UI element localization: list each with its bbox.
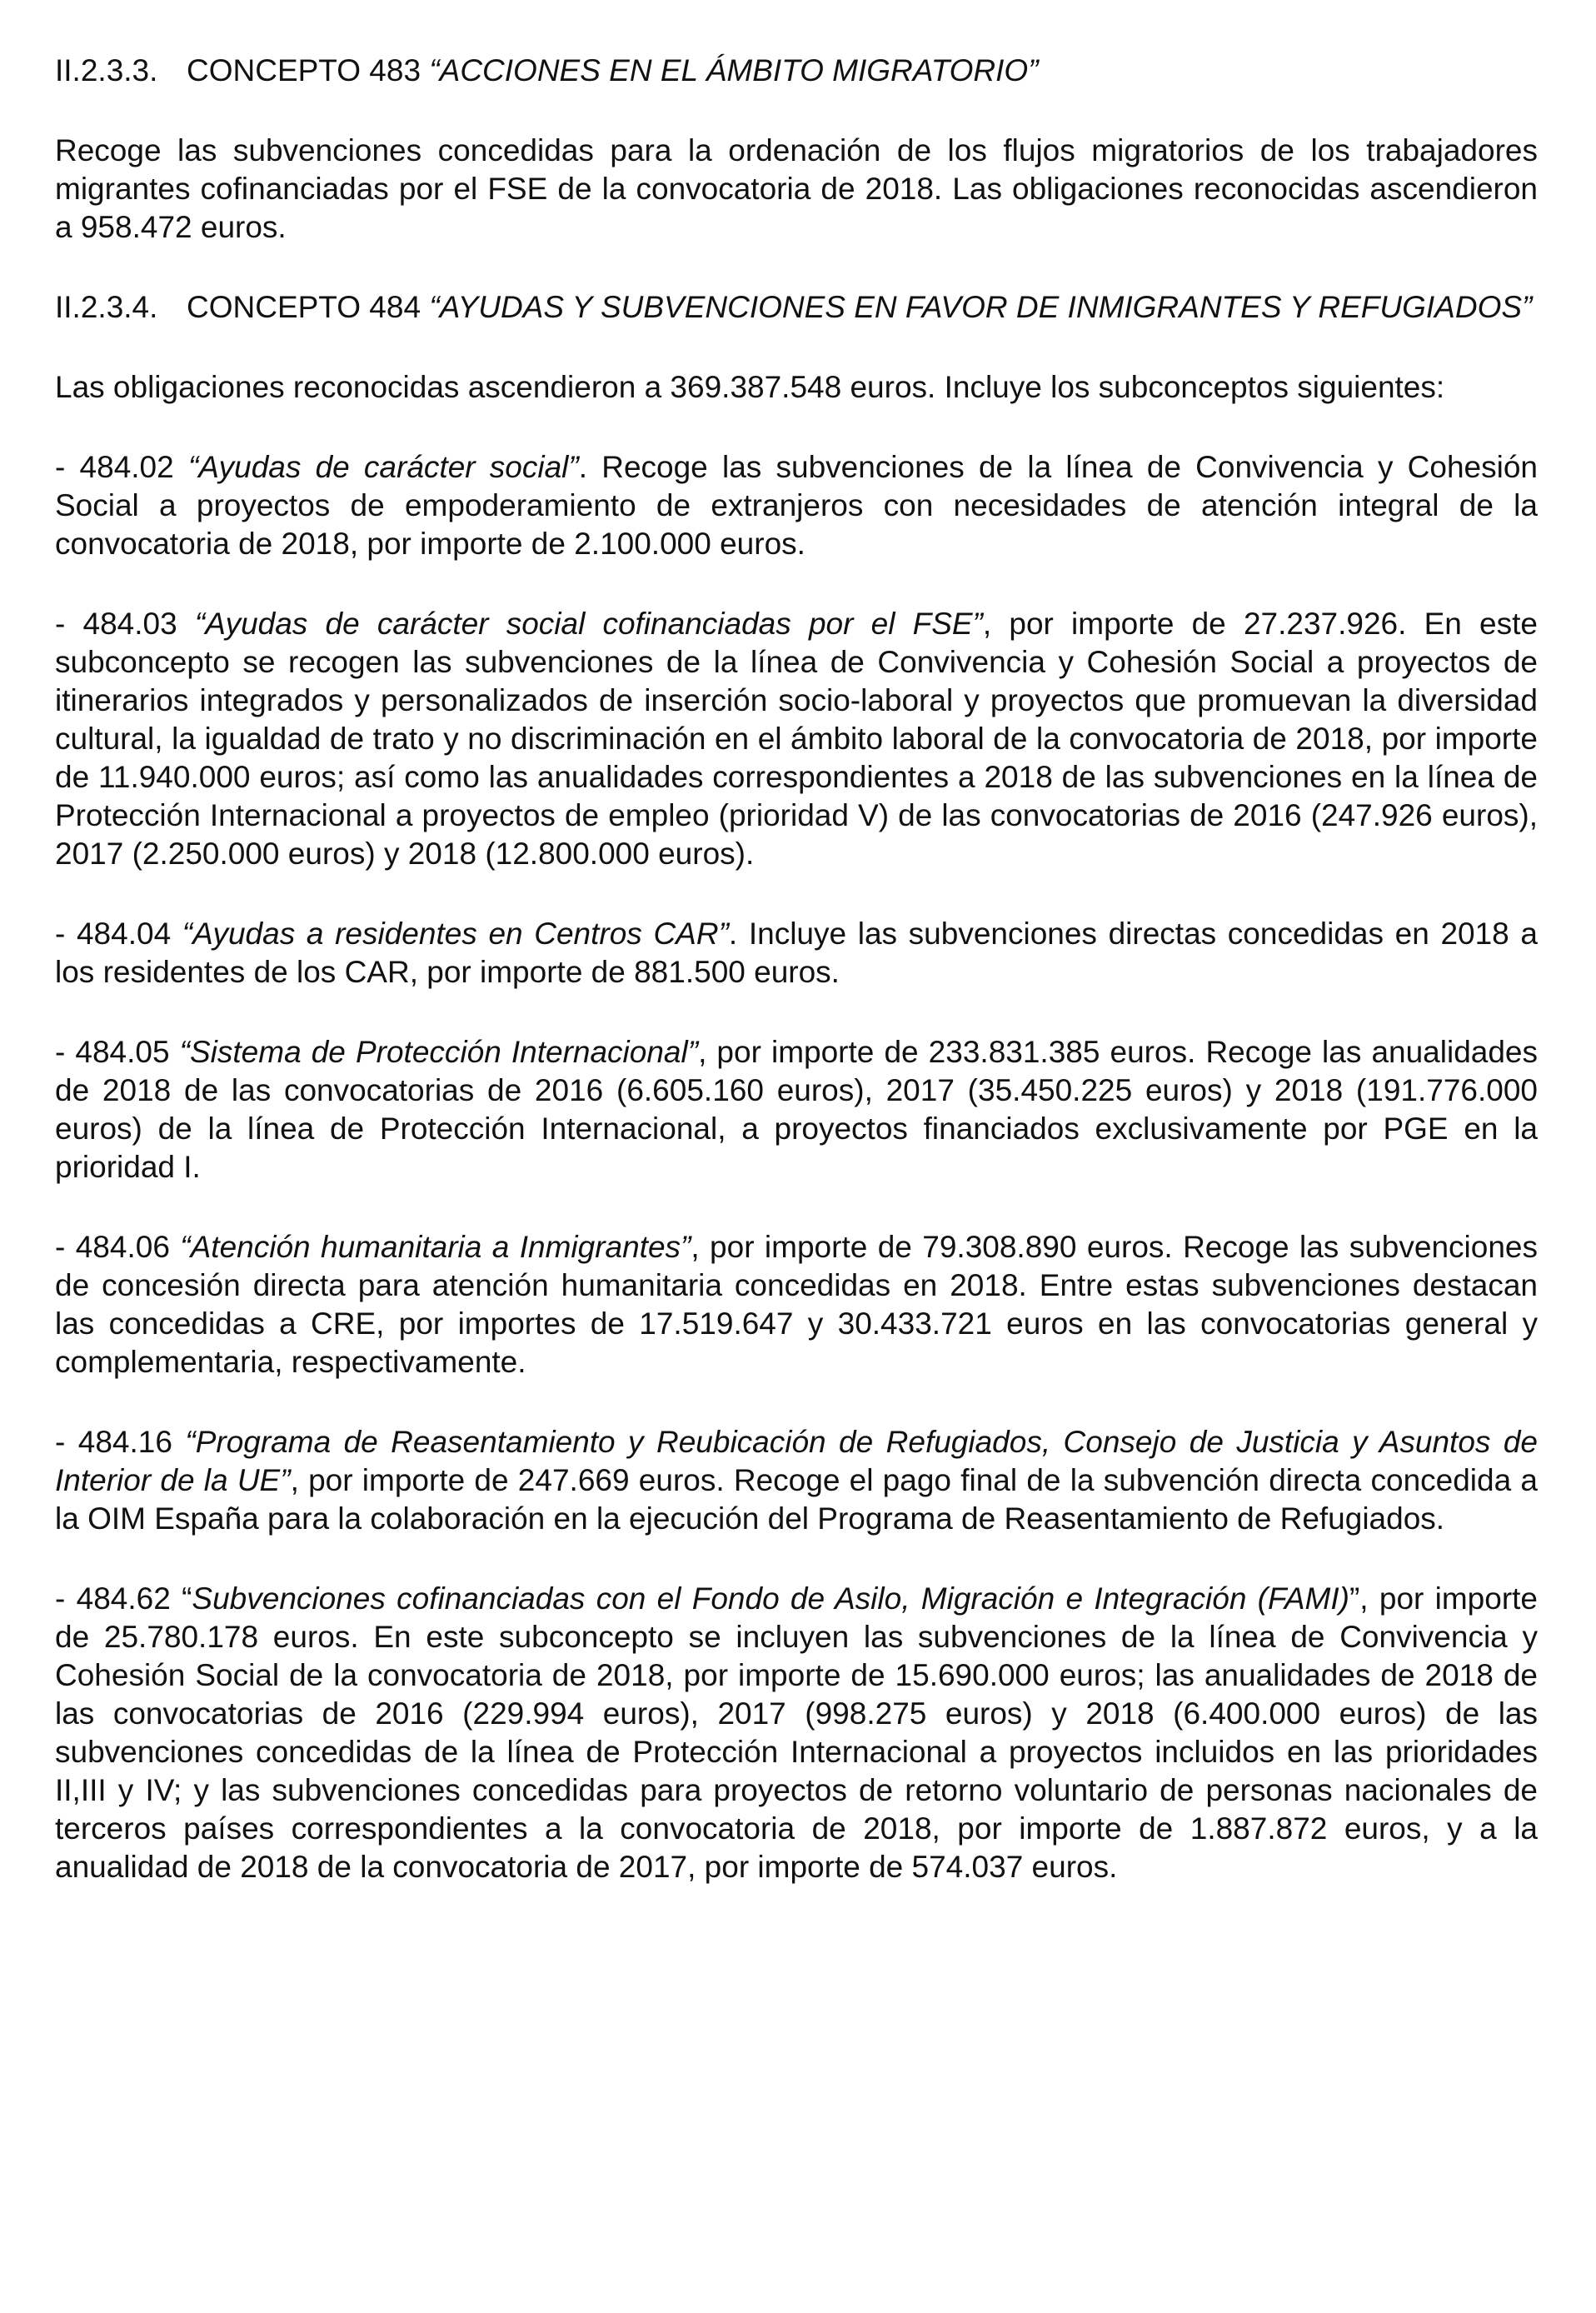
subconcept-title: “Atención humanitaria a Inmigrantes” [180,1230,691,1264]
subconcept-paragraph [55,1580,1538,1886]
section-title-italic: “ACCIONES EN EL ÁMBITO MIGRATORIO” [429,53,1039,87]
subconcept-paragraph [55,915,1538,992]
section-heading [55,288,1538,327]
subconcept-title: “Sistema de Protección Internacional” [179,1035,699,1069]
subconcept-code: - 484.02 [55,450,188,484]
subconcept-paragraph [55,1228,1538,1381]
subconcept-text: , por importe de 233.831.385 euros. Recoge las anualidades de 2018 de las convocatorias de 2016 (6.605.160 euros), 2017 (35.450.225 euros) y 2018 (191.776.000 euros) de la línea de Protección Internacional, a proyectos financiados exclusivamente por PGE en la prioridad I. [55,1035,1539,1184]
section-heading [55,52,1538,90]
subconcept-code: - 484.03 [55,607,195,641]
subconcept-paragraph [55,605,1538,873]
subconcept-text: ”, por importe de 25.780.178 euros. En este subconcepto se incluyen las subvenciones de la línea de Convivencia y Cohesión Social de la convocatoria de 2018, por importe de 15.690.000 euros; las anualidades de 2018 de las convocatorias de 2016 (229.994 euros), 2017 (998.275 euros) y 2018 (6.400.000 euros) de las subvenciones concedidas de la línea de Protección Internacional a proyectos incluidos en las prioridades II,III y IV; y las subvenciones concedidas para proyectos de retorno voluntario de personas nacionales de terceros países correspondientes a la convocatoria de 2018, por importe de 1.887.872 euros, y a la anualidad de 2018 de la convocatoria de 2017, por importe de 574.037 euros. [55,1581,1539,1884]
subconcept-title: “Programa de Reasentamiento y Reubicación de Refugiados, Consejo de Justicia y Asuntos de Interior de la UE” [55,1425,1538,1497]
section-paragraph: Las obligaciones reconocidas ascendieron a 369.387.548 euros. Incluye los subconceptos siguientes: [55,370,1445,404]
subconcept-code: - 484.04 [55,917,182,951]
subconcept-title: “Ayudas de carácter social cofinanciadas por el FSE” [194,607,983,641]
section-title-italic: “AYUDAS Y SUBVENCIONES EN FAVOR DE INMIGRANTES Y REFUGIADOS” [429,290,1533,324]
section-title-prefix: CONCEPTO 484 [187,290,430,324]
section-paragraph: Recoge las subvenciones concedidas para la ordenación de los flujos migratorios de los trabajadores migrantes cofinanciadas por el FSE de la convocatoria de 2018. Las obligaciones reconocidas ascendieron a 958.472 euros. [55,133,1538,244]
subconcept-title: Subvenciones cofinanciadas con el Fondo de Asilo, Migración e Integración (FAMI) [192,1581,1349,1616]
section-title-prefix: CONCEPTO 483 [187,53,430,87]
subconcept-text: . Incluye las subvenciones directas concedidas en 2018 a los residentes de los CAR, por importe de 881.500 euros. [55,917,1538,989]
subconcept-text: . Recoge las subvenciones de la línea de Convivencia y Cohesión Social a proyectos de empoderamiento de extranjeros con necesidades de atención integral de la convocatoria de 2018, por importe de 2.100.000 euros. [55,450,1538,561]
section-title [187,52,1538,90]
subconcept-text: , por importe de 247.669 euros. Recoge el pago final de la subvención directa concedida a la OIM España para la colaboración en la ejecución del Programa de Reasentamiento de Refugiados. [55,1463,1538,1536]
subconcept-code: - 484.16 [55,1425,186,1459]
section-number: II.2.3.3. [55,53,158,87]
subconcept-title: “Ayudas a residentes en Centros CAR” [182,917,729,951]
subconcept-title: “Ayudas de carácter social” [187,450,579,484]
subconcept-paragraph [55,1423,1538,1538]
subconcept-code: - 484.05 [55,1035,180,1069]
subconcept-paragraph [55,1033,1538,1186]
subconcept-paragraph [55,448,1538,563]
subconcept-code: - 484.62 “ [55,1581,192,1616]
subconcept-text: , por importe de 79.308.890 euros. Recoge las subvenciones de concesión directa para atención humanitaria concedidas en 2018. Entre estas subvenciones destacan las concedidas a CRE, por importes de 17.519.647 y 30.433.721 euros en las convocatorias general y complementaria, respectivamente. [55,1230,1538,1379]
subconcept-text: , por importe de 27.237.926. En este subconcepto se recogen las subvenciones de la línea de Convivencia y Cohesión Social a proyectos de itinerarios integrados y personalizados de inserción socio-laboral y proyectos que promuevan la diversidad cultural, la igualdad de trato y no discriminación en el ámbito laboral de la convocatoria de 2018, por importe de 11.940.000 euros; así como las anualidades correspondientes a 2018 de las subvenciones en la línea de Protección Internacional a proyectos de empleo (prioridad V) de las convocatorias de 2016 (247.926 euros), 2017 (2.250.000 euros) y 2018 (12.800.000 euros). [55,607,1538,871]
document-page [55,52,1538,1886]
section-number: II.2.3.4. [55,290,158,324]
section-title [187,288,1538,327]
subconcept-code: - 484.06 [55,1230,181,1264]
